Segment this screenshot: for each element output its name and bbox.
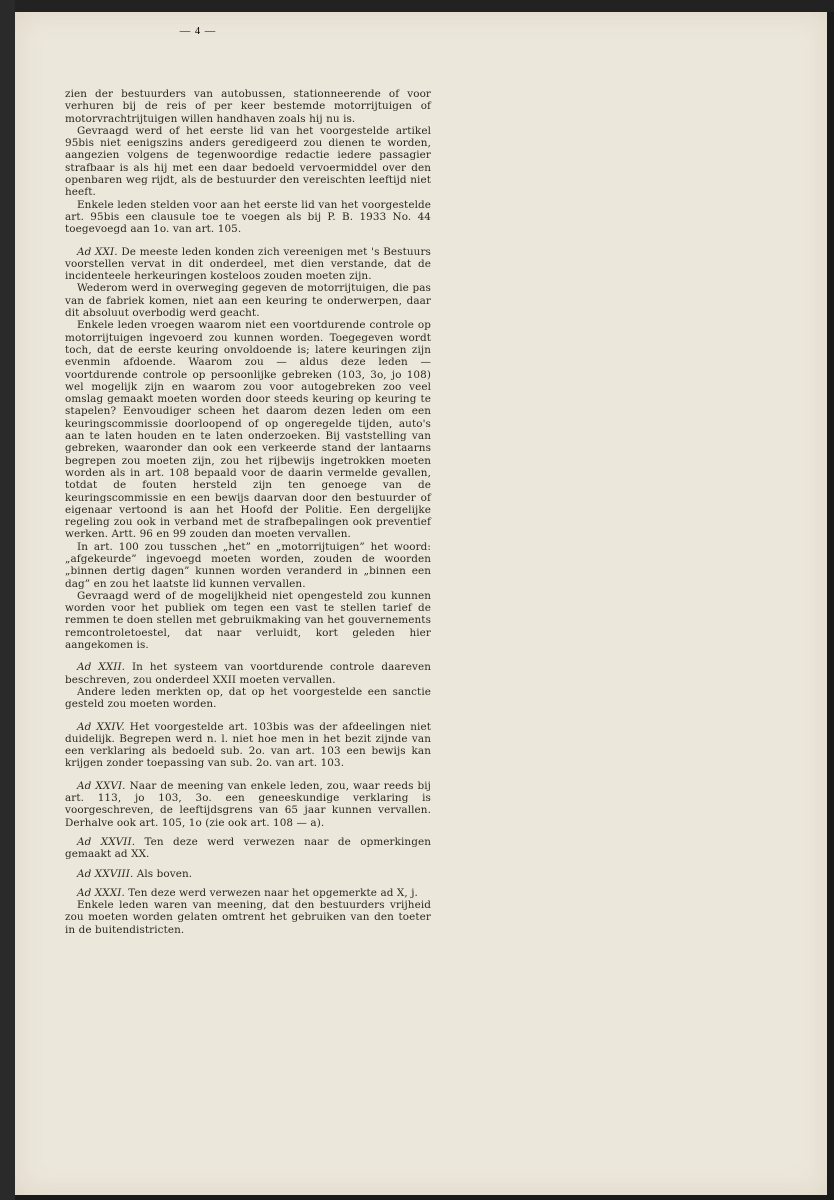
paragraph-text: In het systeem van voortdurende controle daareven beschreven, zou onderdeel XXII moeten vervallen.	[65, 661, 431, 686]
paragraph	[65, 319, 431, 540]
paragraph	[65, 868, 431, 880]
paragraph	[65, 899, 431, 936]
section-heading: Ad XXVI.	[77, 779, 126, 792]
paragraph	[65, 836, 431, 861]
paragraph-text: zien der bestuurders van autobussen, stationneerende of voor verhuren bij de reis of per keer bestemde motorrijtuigen of motorvrachtrijtuigen willen handhaven zoals hij nu is.	[65, 88, 431, 125]
section	[65, 780, 431, 829]
paragraph	[65, 780, 431, 829]
section-heading: Ad XXI.	[77, 245, 118, 258]
section-heading: Ad XXVII.	[77, 835, 136, 848]
paragraph-text: Naar de meening van enkele leden, zou, waar reeds bij art. 113, jo 103, 3o. een geneeskundige verklaring is voorgeschreven, de leeftijdsgrens van 65 jaar kunnen vervallen. Derhalve ook art. 105, 1o (zie ook art. 108 — a).	[65, 779, 432, 829]
paragraph-text: De meeste leden konden zich vereenigen met 's Bestuurs voorstellen vervat in dit onderdeel, met dien verstande, dat de incidenteele herkeuringen kosteloos zouden moeten zijn.	[65, 245, 431, 283]
paragraph	[65, 590, 431, 651]
scan-frame-top	[0, 0, 834, 12]
paragraph	[65, 887, 431, 899]
scan-frame-left	[0, 0, 15, 1200]
paragraph	[65, 661, 431, 686]
paragraph-text: In art. 100 zou tusschen „het” en „motorrijtuigen” het woord: „afgekeurde” ingevoegd moeten worden, zouden de woorden „binnen dertig dagen” kunnen worden veranderd in „binnen een dag” en zou het laatste lid kunnen vervallen.	[65, 540, 431, 590]
paragraph-text: Als boven.	[136, 867, 193, 880]
section	[65, 868, 431, 880]
text-column	[65, 88, 431, 936]
paragraph	[65, 686, 431, 711]
section	[65, 88, 431, 236]
page-number: — 4 —	[179, 26, 217, 37]
paragraph-text: Enkele leden vroegen waarom niet een voortdurende controle op motorrijtuigen ingevoerd zou kunnen worden. Toegegeven wordt toch, dat de eerste keuring onvoldoende is; latere keuringen zijn evenmin afdoende. Waarom zou — aldus deze leden — voortdurende controle op persoonlijke gebreken (103, 3o, jo 108) wel mogelijk zijn en waarom zou voor autogebreken zoo veel omslag gemaakt moeten worden door steeds keuring op keuring te stapelen? Eenvoudiger scheen het daarom dezen leden om een keuringscommissie doorloopend of op ongeregelde tijden, auto's aan te laten houden en te laten onderzoeken. Bij vaststelling van gebreken, waaronder dan ook een verkeerde stand der lantaarns begrepen zou moeten zijn, zou het rijbewijs ingetrokken moeten worden als in art. 108 bepaald voor de daarin vermelde gevallen, totdat de fouten hersteld zijn ten genoege van de keuringscommissie en een bewijs daarvan door den bestuurder of eigenaar vertoond is aan het Hoofd der Politie. Een dergelijke regeling zou ook in verband met de strafbepalingen ook preventief werken. Artt. 96 en 99 zouden dan moeten vervallen.	[65, 319, 431, 541]
paragraph-text: Ten deze werd verwezen naar het opgemerkte ad X, j.	[128, 886, 418, 899]
paragraph-text: Enkele leden waren van meening, dat den bestuurders vrijheid zou moeten worden gelaten omtrent het gebruiken van den toeter in de buitendistricten.	[65, 899, 431, 936]
section	[65, 246, 431, 652]
paragraph	[65, 541, 431, 590]
section	[65, 661, 431, 710]
paragraph-text: Enkele leden stelden voor aan het eerste lid van het voorgestelde art. 95bis een clausule toe te voegen als bij P. B. 1933 No. 44 toegevoegd aan 1o. van art. 105.	[65, 198, 431, 236]
paragraph	[65, 721, 431, 770]
section-heading: Ad XXIV.	[77, 720, 125, 733]
paragraph	[65, 199, 431, 236]
paragraph-text: Wederom werd in overweging gegeven de motorrijtuigen, die pas van de fabriek komen, niet aan een keuring te onderwerpen, daar dit absoluut overbodig werd geacht.	[65, 282, 431, 320]
section-heading: Ad XXII.	[77, 661, 126, 674]
paragraph-text: Andere leden merkten op, dat op het voorgestelde een sanctie gesteld zou moeten worden.	[65, 685, 431, 711]
section	[65, 721, 431, 770]
paragraph-text: Het voorgestelde art. 103bis was der afdeelingen niet duidelijk. Begrepen werd n. l. niet hoe men in het bezit zijnde van een verklaring als bedoeld sub. 2o. van art. 103 een bewijs kan krijgen zonder toepassing van sub. 2o. van art. 103.	[65, 720, 431, 770]
paragraph-text: Ten deze werd verwezen naar de opmerkingen gemaakt ad XX.	[65, 835, 431, 861]
paragraph	[65, 125, 431, 199]
section	[65, 836, 431, 861]
section	[65, 887, 431, 936]
paragraph	[65, 246, 431, 283]
paragraph	[65, 88, 431, 125]
document-page	[15, 12, 827, 1195]
paragraph-text: Gevraagd werd of de mogelijkheid niet opengesteld zou kunnen worden voor het publiek om tegen een vast te stellen tarief de remmen te doen stellen met gebruikmaking van het gouvernements remcontroletoestel, dat naar verluidt, kort geleden hier aangekomen is.	[65, 589, 431, 652]
section-heading: Ad XXVIII.	[77, 867, 134, 880]
section-heading: Ad XXXI.	[77, 886, 125, 899]
paragraph-text: Gevraagd werd of het eerste lid van het voorgestelde artikel 95bis niet eenigszins anders geredigeerd zou dienen te worden, aangezien volgens de tegenwoordige redactie iedere passagier strafbaar is als hij met een daar bedoeld vervoermiddel over den openbaren weg rijdt, als de bestuurder den vereischten leeftijd niet heeft.	[65, 124, 431, 199]
paragraph	[65, 282, 431, 319]
